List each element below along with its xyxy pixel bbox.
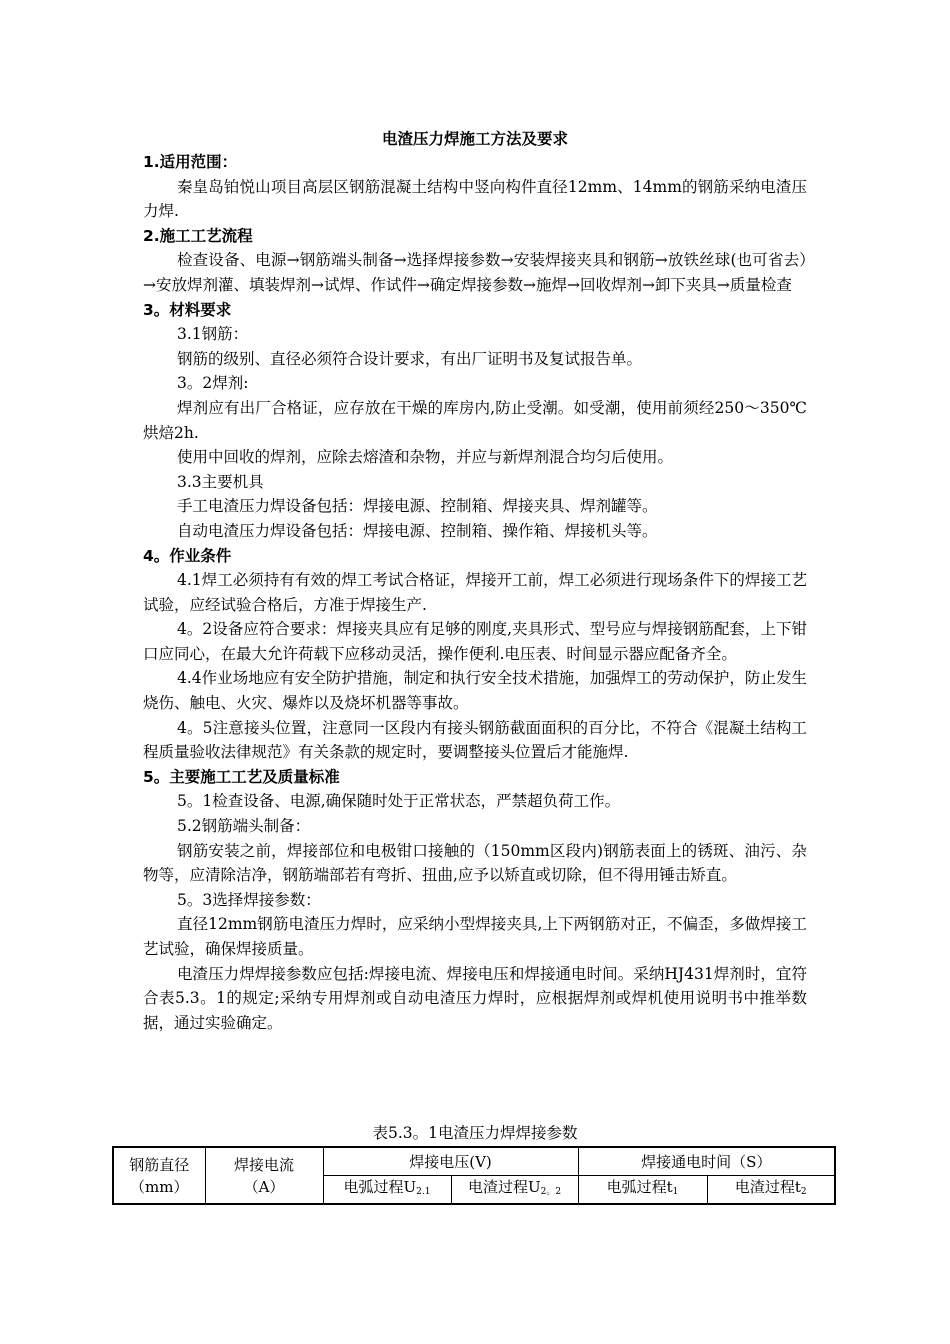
section-2-heading: 2.施工工艺流程 xyxy=(143,226,253,245)
header-arc-voltage: 电弧过程$U_{2.1}$ xyxy=(323,1176,451,1205)
paragraph: 4。5注意接头位置，注意同一区段内有接头钢筋截面面积的百分比，不符合《混凝土结构工程质量验收法律规范》有关条款的规定时，要调整接头位置后才能施焊. xyxy=(143,718,807,762)
paragraph: 自动电渣压力焊设备包括：焊接电源、控制箱、操作箱、焊接机头等。 xyxy=(177,521,658,540)
subsection-label: 3.3主要机具 xyxy=(177,472,264,491)
header-slag-time: 电渣过程$t_2$ xyxy=(707,1176,835,1205)
paragraph: 检查设备、电源→钢筋端头制备→选择焊接参数→安装焊接夹具和钢筋→放铁丝球(也可省去）→安放焊剂灌、填装焊剂→试焊、作试件→确定焊接参数→施焊→回收焊剂→卸下夹具→质量检查 xyxy=(143,251,807,294)
document-body xyxy=(143,150,807,1035)
paragraph: 手工电渣压力焊设备包括：焊接电源、控制箱、焊接夹具、焊剂罐等。 xyxy=(177,497,658,516)
paragraph: 4.1焊工必须持有有效的焊工考试合格证，焊接开工前，焊工必须进行现场条件下的焊接工艺试验，应经试验合格后，方准于焊接生产. xyxy=(143,571,807,614)
paragraph: 4。2设备应符合要求：焊接夹具应有足够的刚度,夹具形式、型号应与焊接钢筋配套，上下钳口应同心，在最大允许荷载下应移动灵活，操作便利.电压表、时间显示器应配备齐全。 xyxy=(143,620,807,663)
section-4-heading: 4。作业条件 xyxy=(143,546,232,565)
paragraph: 电渣压力焊焊接参数应包括:焊接电流、焊接电压和焊接通电时间。采纳HJ431焊剂时，宜符合表5.3。1的规定;采纳专用焊剂或自动电渣压力焊时，应根据焊剂或焊机使用说明书中推举数据，通过实验确定。 xyxy=(143,964,807,1032)
paragraph: 钢筋的级别、直径必须符合设计要求，有出厂证明书及复试报告单。 xyxy=(177,349,643,368)
paragraph: 直径12mm钢筋电渣压力焊时，应采纳小型焊接夹具,上下两钢筋对正，不偏歪，多做焊接工艺试验，确保焊接质量。 xyxy=(143,915,807,958)
subsection-label: 3。2焊剂: xyxy=(177,374,249,393)
paragraph: 5。1检查设备、电源,确保随时处于正常状态，严禁超负荷工作。 xyxy=(177,792,621,811)
subsection-label: 5。3选择焊接参数： xyxy=(177,890,321,909)
header-arc-time: 电弧过程$t_1$ xyxy=(578,1176,707,1205)
document-title: 电渣压力焊施工方法及要求 xyxy=(381,130,568,148)
paragraph: 焊剂应有出厂合格证，应存放在干燥的库房内,防止受潮。如受潮，使用前须经250～350℃烘焙2h. xyxy=(143,398,807,442)
paragraph: 4.4作业场地应有安全防护措施，制定和执行安全技术措施，加强焊工的劳动保护，防止发生烧伤、触电、火灾、爆炸以及烧坏机器等事故。 xyxy=(143,669,807,713)
paragraph: 钢筋安装之前，焊接部位和电极钳口接触的（150mm区段内)钢筋表面上的锈斑、油污、杂物等，应清除洁净，钢筋端部若有弯折、扭曲,应予以矫直或切除，但不得用锤击矫直。 xyxy=(143,841,807,885)
welding-parameters-table xyxy=(112,1146,836,1205)
section-3-heading: 3。材料要求 xyxy=(143,300,232,319)
section-1-heading: 1.适用范围： xyxy=(143,153,238,171)
table-caption: 表5.3。1电渣压力焊焊接参数 xyxy=(372,1124,578,1142)
header-time: 焊接通电时间（S） xyxy=(578,1147,835,1176)
header-current: 焊接电流 （A） xyxy=(205,1147,323,1204)
section-5-heading: 5。主要施工工艺及质量标准 xyxy=(143,767,340,786)
subsection-label: 3.1钢筋： xyxy=(177,325,249,344)
header-voltage: 焊接电压(V) xyxy=(323,1147,578,1176)
header-diameter: 钢筋直径 （mm） xyxy=(113,1147,205,1204)
paragraph: 使用中回收的焊剂，应除去熔渣和杂物，并应与新焊剂混合均匀后使用。 xyxy=(177,448,674,467)
paragraph: 秦皇岛铂悦山项目高层区钢筋混凝土结构中竖向构件直径12mm、14mm的钢筋采纳电渣压力焊. xyxy=(143,177,807,221)
subsection-label: 5.2钢筋端头制备： xyxy=(177,817,311,836)
header-slag-voltage: 电渣过程$U_{2。2}$ xyxy=(451,1176,578,1205)
